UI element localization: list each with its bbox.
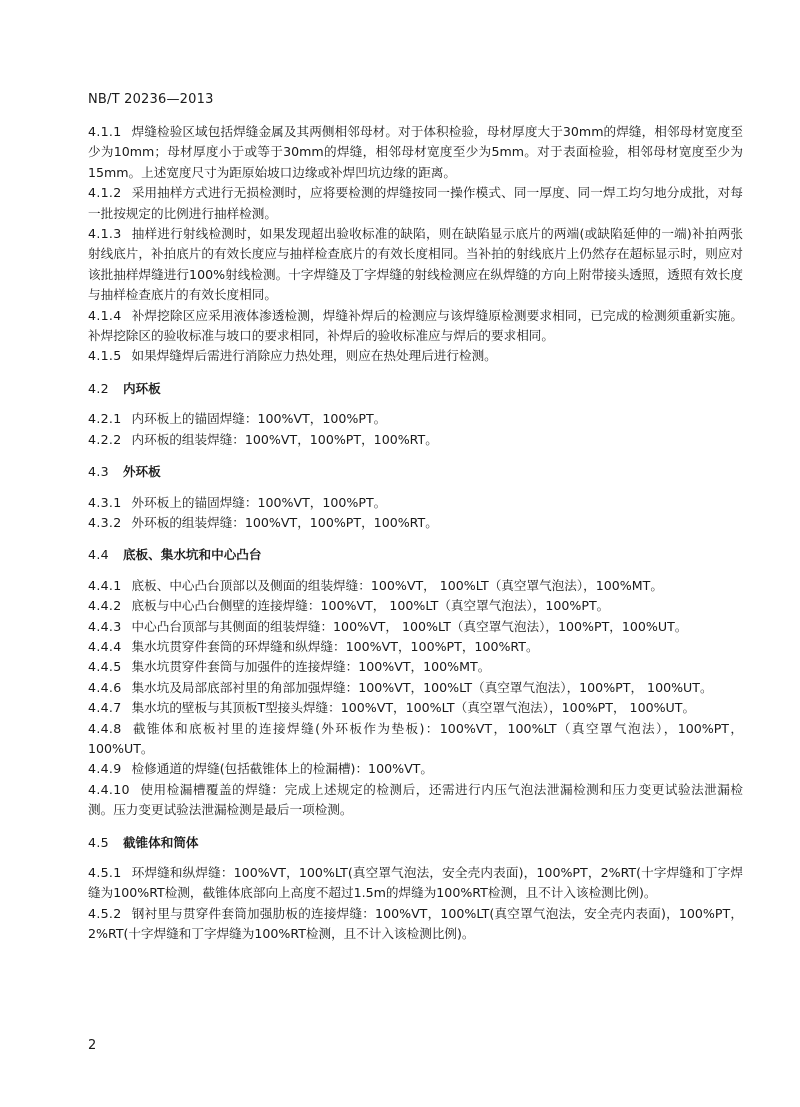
clause-number: 4.4.7 bbox=[88, 700, 122, 716]
clause-4-4-4 bbox=[88, 637, 743, 657]
section-heading-4-4 bbox=[88, 545, 743, 565]
clause-text: 抽样进行射线检测时，如果发现超出验收标准的缺陷，则在缺陷显示底片的两端(或缺陷延伸的一端)补拍两张射线底片，补拍底片的有效长度应与抽样检查底片的有效长度相同。当补拍的射线底片上仍然存在超标显示时，则应对该批抽样焊缝进行100%射线检测。十字焊缝及丁字焊缝的射线检测应在纵焊缝的方向上附带接头透照，透照有效长度与抽样检查底片的有效长度相同。 bbox=[88, 226, 743, 303]
clause-number: 4.3.2 bbox=[88, 514, 122, 530]
clause-4-5-1 bbox=[88, 863, 743, 904]
clause-4-4-5 bbox=[88, 657, 743, 677]
standard-code-header: NB/T 20236—2013 bbox=[88, 92, 214, 107]
section-number: 4.2 bbox=[88, 380, 109, 396]
section-title: 截锥体和筒体 bbox=[122, 834, 199, 850]
clause-text: 集水坑的壁板与其顶板T型接头焊缝：100%VT，100%LT（真空罩气泡法），100%PT， 100%UT。 bbox=[131, 700, 696, 716]
clause-number: 4.4.1 bbox=[88, 577, 122, 593]
clause-number: 4.2.1 bbox=[88, 411, 122, 427]
clause-text: 集水坑贯穿件套筒与加强件的连接焊缝：100%VT，100%MT。 bbox=[131, 659, 491, 675]
clause-4-1-2 bbox=[88, 183, 743, 224]
section-title: 内环板 bbox=[122, 380, 161, 396]
clause-text: 检修通道的焊缝(包括截锥体上的检漏槽)：100%VT。 bbox=[131, 761, 433, 777]
clause-number: 4.1.2 bbox=[88, 185, 122, 201]
section-heading-4-3 bbox=[88, 462, 743, 482]
clause-4-4-9 bbox=[88, 759, 743, 779]
section-number: 4.4 bbox=[88, 547, 109, 563]
clause-4-4-2 bbox=[88, 596, 743, 616]
clause-text: 采用抽样方式进行无损检测时，应将要检测的焊缝按同一操作模式、同一厚度、同一焊工均匀地分成批，对每一批按规定的比例进行抽样检测。 bbox=[88, 185, 743, 221]
section-number: 4.5 bbox=[88, 834, 109, 850]
clause-4-4-1 bbox=[88, 576, 743, 596]
clause-4-2-1 bbox=[88, 409, 743, 429]
clause-4-3-1 bbox=[88, 493, 743, 513]
clause-text: 环焊缝和纵焊缝：100%VT，100%LT(真空罩气泡法，安全壳内表面)，100%PT，2%RT(十字焊缝和丁字焊缝为100%RT检测，截锥体底部向上高度不超过1.5m的焊缝为100%RT检测，且不计入该检测比例)。 bbox=[88, 865, 743, 901]
clause-4-4-10 bbox=[88, 780, 743, 821]
section-heading-4-2 bbox=[88, 379, 743, 399]
clause-4-5-2 bbox=[88, 904, 743, 945]
clause-4-4-6 bbox=[88, 678, 743, 698]
clause-text: 中心凸台顶部与其侧面的组装焊缝：100%VT， 100%LT（真空罩气泡法），100%PT，100%UT。 bbox=[131, 618, 688, 634]
clause-4-1-3 bbox=[88, 224, 743, 306]
clause-text: 如果焊缝焊后需进行消除应力热处理，则应在热处理后进行检测。 bbox=[131, 348, 497, 364]
clause-text: 集水坑贯穿件套筒的环焊缝和纵焊缝：100%VT，100%PT，100%RT。 bbox=[131, 638, 539, 654]
clause-text: 内环板上的锚固焊缝：100%VT，100%PT。 bbox=[131, 411, 387, 427]
clause-text: 钢衬里与贯穿件套筒加强肋板的连接焊缝：100%VT，100%LT(真空罩气泡法，安全壳内表面)，100%PT，2%RT(十字焊缝和丁字焊缝为100%RT检测，且不计入该检测比例)。 bbox=[88, 905, 743, 942]
clause-4-4-8 bbox=[88, 719, 743, 760]
clause-number: 4.1.1 bbox=[88, 124, 122, 139]
clause-number: 4.1.3 bbox=[88, 226, 122, 242]
page-number: 2 bbox=[88, 1038, 97, 1053]
clause-4-1-5 bbox=[88, 346, 743, 366]
clause-number: 4.5.1 bbox=[88, 865, 122, 880]
clause-number: 4.4.6 bbox=[88, 679, 122, 695]
clause-number: 4.4.10 bbox=[88, 781, 130, 797]
section-title: 外环板 bbox=[122, 464, 161, 480]
clause-number: 4.4.5 bbox=[88, 659, 122, 675]
clause-text: 底板与中心凸台侧壁的连接焊缝：100%VT， 100%LT（真空罩气泡法），100%PT。 bbox=[131, 598, 610, 614]
clause-text: 截锥体和底板衬里的连接焊缝(外环板作为垫板)：100%VT，100%LT（真空罩气泡法），100%PT，100%UT。 bbox=[88, 720, 743, 756]
clause-number: 4.1.5 bbox=[88, 348, 122, 364]
clause-text: 底板、中心凸台顶部以及侧面的组装焊缝：100%VT， 100%LT（真空罩气泡法），100%MT。 bbox=[131, 577, 663, 593]
clause-4-1-4 bbox=[88, 306, 743, 347]
clause-number: 4.1.4 bbox=[88, 307, 122, 323]
section-number: 4.3 bbox=[88, 464, 109, 480]
section-title: 底板、集水坑和中心凸台 bbox=[122, 547, 262, 563]
clause-text: 外环板上的锚固焊缝：100%VT，100%PT。 bbox=[131, 494, 387, 510]
clause-text: 焊缝检验区域包括焊缝金属及其两侧相邻母材。对于体积检验，母材厚度大于30mm的焊缝，相邻母材宽度至少为10mm；母材厚度小于或等于30mm的焊缝，相邻母材宽度至少为5mm。对于表面检验，相邻母材宽度至少为15mm。上述宽度尺寸为距原始坡口边缘或补焊凹坑边缘的距离。 bbox=[88, 124, 743, 180]
clause-text: 内环板的组装焊缝：100%VT，100%PT，100%RT。 bbox=[131, 431, 438, 447]
clause-text: 外环板的组装焊缝：100%VT，100%PT，100%RT。 bbox=[131, 514, 438, 530]
clause-number: 4.4.8 bbox=[88, 720, 122, 736]
clause-4-1-1 bbox=[88, 122, 743, 183]
clause-number: 4.4.9 bbox=[88, 761, 122, 777]
section-heading-4-5 bbox=[88, 833, 743, 853]
clause-4-3-2 bbox=[88, 513, 743, 533]
clause-4-2-2 bbox=[88, 430, 743, 450]
clause-number: 4.3.1 bbox=[88, 494, 122, 510]
clause-text: 集水坑及局部底部衬里的角部加强焊缝：100%VT，100%LT（真空罩气泡法），100%PT， 100%UT。 bbox=[131, 679, 713, 695]
clause-number: 4.2.2 bbox=[88, 431, 122, 447]
clause-text: 补焊挖除区应采用液体渗透检测，焊缝补焊后的检测应与该焊缝原检测要求相同，已完成的检测须重新实施。补焊挖除区的验收标准与坡口的要求相同，补焊后的验收标准应与焊后的要求相同。 bbox=[88, 307, 743, 344]
clause-number: 4.4.2 bbox=[88, 598, 122, 614]
clause-number: 4.4.4 bbox=[88, 638, 122, 654]
clause-number: 4.4.3 bbox=[88, 618, 122, 634]
clause-text: 使用检漏槽覆盖的焊缝：完成上述规定的检测后，还需进行内压气泡法泄漏检测和压力变更试验法泄漏检测。压力变更试验法泄漏检测是最后一项检测。 bbox=[88, 781, 743, 818]
clause-4-4-7 bbox=[88, 698, 743, 718]
document-body bbox=[88, 122, 743, 945]
clause-4-4-3 bbox=[88, 617, 743, 637]
clause-number: 4.5.2 bbox=[88, 905, 122, 921]
